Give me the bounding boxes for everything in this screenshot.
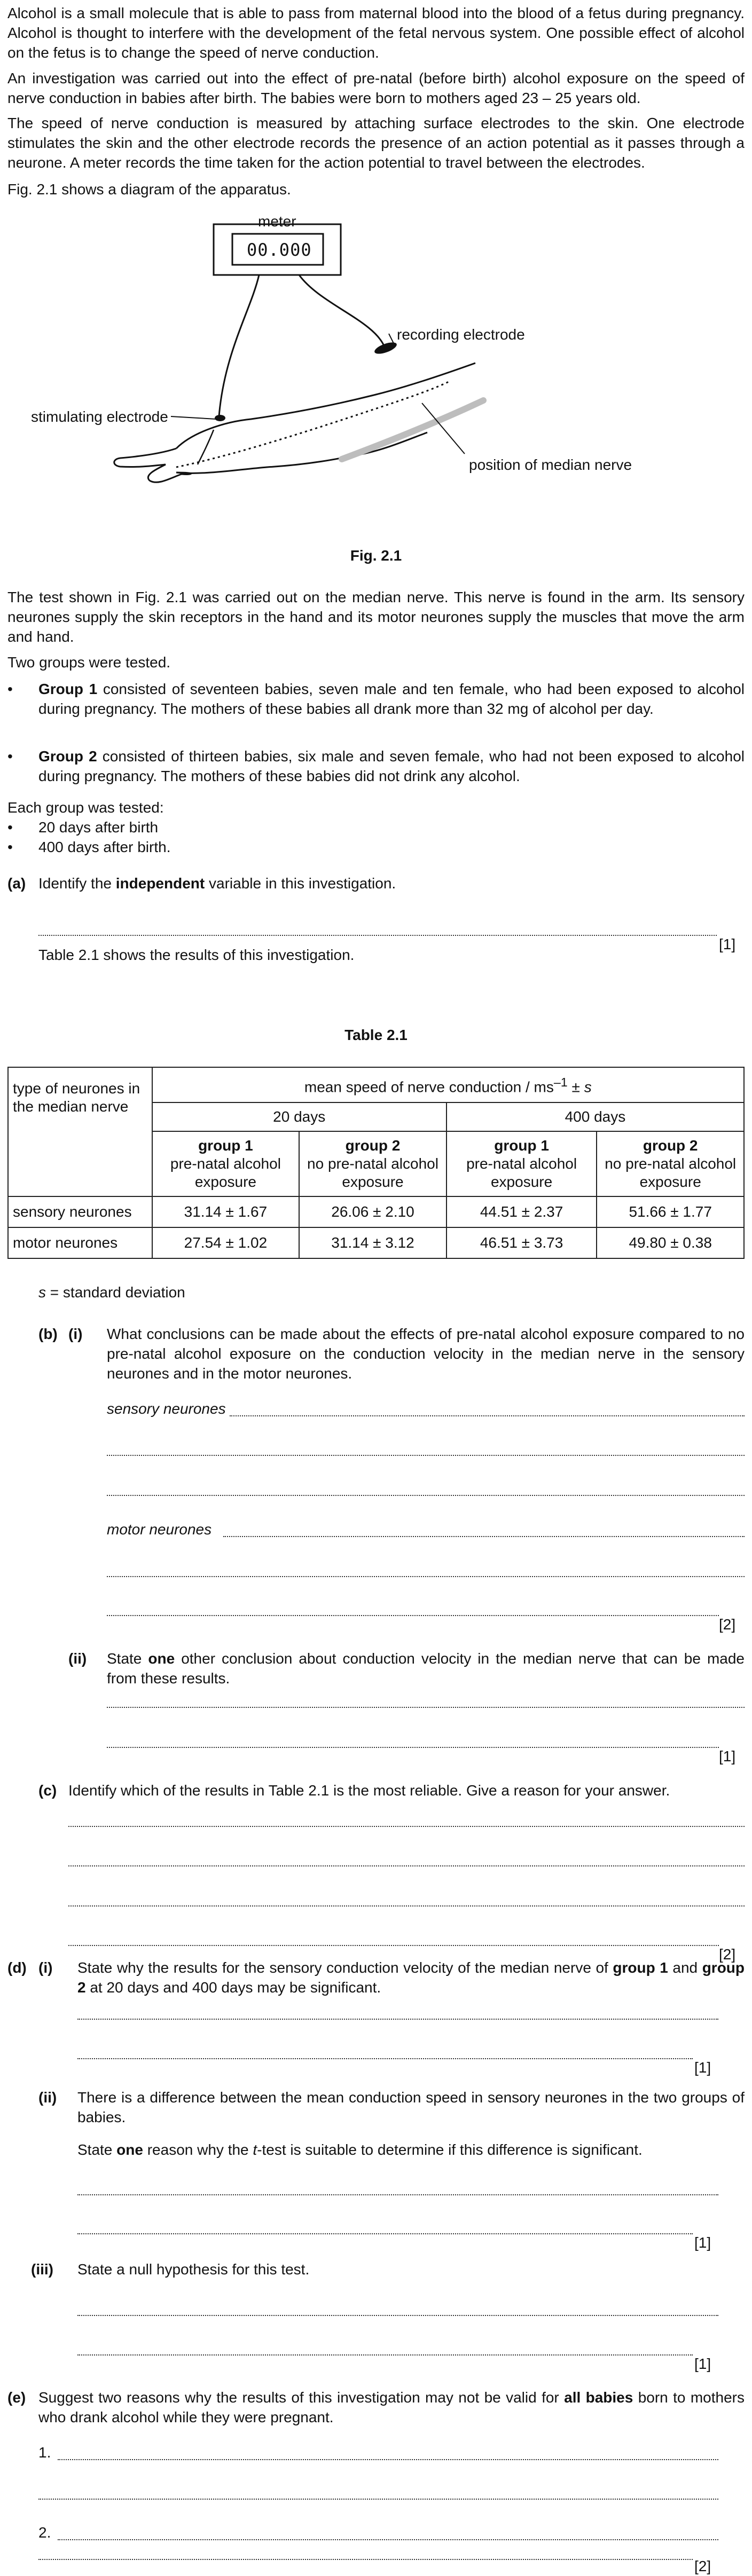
mark-c: [2] xyxy=(719,1946,736,1963)
table-cell: 46.51 ± 3.73 xyxy=(446,1227,597,1258)
table-cell: 49.80 ± 0.38 xyxy=(597,1227,744,1258)
mark-b-ii: [1] xyxy=(719,1748,736,1764)
bullet: • xyxy=(7,681,13,697)
tested-400-days: 400 days after birth. xyxy=(38,839,171,855)
answer-line-b-i[interactable] xyxy=(223,1536,745,1537)
intro-paragraph-3: The speed of nerve conduction is measured by attaching surface electrodes to the skin. One electrode stimulates the skin and the other electrode records the presence of an action potential as it passes through a neurone. A meter records the time taken for the action potential to travel between the electrodes. xyxy=(7,115,745,171)
question-d-iii-label: (iii) xyxy=(31,2261,53,2278)
results-table xyxy=(7,1067,745,1259)
table-row-header: type of neurones in the median nerve xyxy=(8,1067,152,1196)
table-row xyxy=(8,1196,744,1227)
table-header-group-1: group 1 pre-natal alcohol exposure xyxy=(152,1131,300,1196)
group-1-description: Group 1 consisted of seventeen babies, seven male and ten female, who had been exposed to alcohol during pregnancy. The mothers of these babies all drank more than 32 mg of alcohol per day. xyxy=(38,681,745,717)
recording-electrode xyxy=(373,340,398,356)
intro-paragraph-1: Alcohol is a small molecule that is able to pass from maternal blood into the blood of a fetus during pregnancy. Alcohol is thought to interfere with the development of the fetal nervous system. One possible effect of alcohol on the fetus is to change the speed of nerve conduction. xyxy=(7,5,745,61)
intro-paragraph-2: An investigation was carried out into the effect of pre-natal (before birth) alcohol exposure on the speed of nerve conduction in babies after birth. The babies were born to mothers aged 23 – 25 years old. xyxy=(7,70,745,106)
bullet: • xyxy=(7,819,13,836)
answer-line-d-iii[interactable] xyxy=(77,2354,693,2356)
question-e-text: Suggest two reasons why the results of this investigation may not be valid for all babies born to mothers who drank alcohol while they were pregnant. xyxy=(38,2389,745,2425)
answer-line-e[interactable] xyxy=(38,2559,693,2560)
answer-line-c[interactable] xyxy=(68,1905,745,1907)
answer-line-d-ii[interactable] xyxy=(77,2233,693,2234)
answer-line-d-i[interactable] xyxy=(77,2058,693,2059)
table-row xyxy=(8,1227,744,1258)
stimulating-leader xyxy=(171,416,216,419)
table-cell: 31.14 ± 3.12 xyxy=(299,1227,446,1258)
meter-reading: 00.000 xyxy=(247,240,312,260)
answer-number-1: 1. xyxy=(38,2444,51,2461)
figure-apparatus xyxy=(0,203,752,566)
question-d-i-text: State why the results for the sensory conduction velocity of the median nerve of group 1 and group 2 at 20 days and 400 days may be significant. xyxy=(77,1959,745,1996)
median-nerve-dotted xyxy=(176,382,449,467)
table-header-20-days: 20 days xyxy=(152,1102,446,1131)
tested-20-days: 20 days after birth xyxy=(38,819,159,836)
question-c-text: Identify which of the results in Table 2.1 is the most reliable. Give a reason for your answer. xyxy=(68,1782,670,1799)
question-c-label: (c) xyxy=(38,1782,57,1799)
recording-wire xyxy=(299,275,385,347)
row-label: motor neurones xyxy=(8,1227,152,1258)
label-recording-electrode: recording electrode xyxy=(397,326,525,343)
standard-deviation-note: s = standard deviation xyxy=(38,1284,185,1301)
arm-upper-outline xyxy=(176,363,475,448)
table-cell: 31.14 ± 1.67 xyxy=(152,1196,300,1227)
tested-intro: Each group was tested: xyxy=(7,799,164,816)
figure-caption: Fig. 2.1 xyxy=(350,547,402,564)
answer-line-c[interactable] xyxy=(68,1826,745,1827)
answer-line-d-ii[interactable] xyxy=(77,2194,718,2195)
question-b-ii-text: State one other conclusion about conduction velocity in the median nerve that can be made from these results. xyxy=(107,1650,745,1687)
answer-line-d-i[interactable] xyxy=(77,2019,718,2020)
answer-line-b-ii[interactable] xyxy=(107,1747,719,1748)
table-header-400-days: 400 days xyxy=(446,1102,744,1131)
label-median-nerve: position of median nerve xyxy=(469,456,632,473)
mark-e: [2] xyxy=(694,2558,711,2574)
table-header-group-2: group 2 no pre-natal alcohol exposure xyxy=(597,1131,744,1196)
median-nerve-paragraph: The test shown in Fig. 2.1 was carried out on the median nerve. This nerve is found in the arm. Its sensory neurones supply the skin receptors in the hand and its motor neurones supply the muscles that move the arm and hand. xyxy=(7,589,745,645)
question-d-ii-text: State one reason why the t-test is suitable to determine if this difference is significant. xyxy=(77,2141,643,2158)
sensory-neurones-label: sensory neurones xyxy=(107,1400,226,1417)
stimulating-electrode xyxy=(215,415,225,421)
mark-a: [1] xyxy=(719,936,736,952)
table-cell: 44.51 ± 2.37 xyxy=(446,1196,597,1227)
table-title: Table 2.1 xyxy=(344,1027,408,1043)
mark-b-i: [2] xyxy=(719,1616,736,1633)
two-groups-text: Two groups were tested. xyxy=(7,654,171,671)
hand-outline xyxy=(114,448,191,482)
question-b-i-text: What conclusions can be made about the effects of pre-natal alcohol exposure compared to no pre-natal alcohol exposure on the conduction velocity in the median nerve in the sensory neurones and in the motor neurones. xyxy=(107,1326,745,1382)
label-stimulating-electrode: stimulating electrode xyxy=(31,408,168,425)
answer-line-b-ii[interactable] xyxy=(107,1707,745,1708)
question-b-ii-label: (ii) xyxy=(68,1650,87,1667)
question-d-ii-label: (ii) xyxy=(38,2089,57,2106)
bullet: • xyxy=(7,839,13,855)
question-a-label: (a) xyxy=(7,875,26,892)
question-d-i-label: (i) xyxy=(38,1959,53,1976)
mark-d-iii: [1] xyxy=(694,2356,711,2372)
motor-neurones-label: motor neurones xyxy=(107,1521,212,1538)
label-meter: meter xyxy=(258,213,296,230)
stimulating-wire xyxy=(219,275,259,416)
answer-line-e[interactable] xyxy=(58,2539,718,2540)
answer-number-2: 2. xyxy=(38,2524,51,2541)
question-d-iii-text: State a null hypothesis for this test. xyxy=(77,2261,310,2278)
answer-line-e[interactable] xyxy=(38,2499,718,2500)
answer-line-b-i[interactable] xyxy=(230,1415,745,1416)
table-cell: 51.66 ± 1.77 xyxy=(597,1196,744,1227)
answer-line-b-i[interactable] xyxy=(107,1576,745,1577)
answer-line-a[interactable] xyxy=(38,935,717,936)
group-2-description: Group 2 consisted of thirteen babies, six male and seven female, who had not been exposed to alcohol during pregnancy. The mothers of these babies did not drink any alcohol. xyxy=(38,748,745,784)
bullet: • xyxy=(7,748,13,765)
row-label: sensory neurones xyxy=(8,1196,152,1227)
answer-line-d-iii[interactable] xyxy=(77,2315,718,2316)
figure-intro: Fig. 2.1 shows a diagram of the apparatus. xyxy=(7,181,291,198)
answer-line-c[interactable] xyxy=(68,1945,719,1946)
question-d-label: (d) xyxy=(7,1959,27,1976)
table-intro: Table 2.1 shows the results of this investigation. xyxy=(38,947,355,963)
question-b-i-label: (i) xyxy=(68,1326,83,1342)
table-header-group-1: group 1 pre-natal alcohol exposure xyxy=(446,1131,597,1196)
question-d-ii-context: There is a difference between the mean conduction speed in sensory neurones in the two groups of babies. xyxy=(77,2089,745,2125)
answer-line-b-i[interactable] xyxy=(107,1455,745,1456)
mark-d-i: [1] xyxy=(694,2059,711,2076)
answer-line-b-i[interactable] xyxy=(107,1495,745,1496)
question-b-label: (b) xyxy=(38,1326,58,1342)
mark-d-ii: [1] xyxy=(694,2234,711,2251)
table-cell: 27.54 ± 1.02 xyxy=(152,1227,300,1258)
answer-line-e[interactable] xyxy=(58,2459,718,2460)
question-a-text: Identify the independent variable in this investigation. xyxy=(38,875,396,892)
answer-line-c[interactable] xyxy=(68,1865,745,1866)
table-main-header: mean speed of nerve conduction / $ms^{-1} \pm s$ xyxy=(152,1067,744,1102)
table-header-group-2: group 2 no pre-natal alcohol exposure xyxy=(299,1131,446,1196)
answer-line-b-i[interactable] xyxy=(107,1615,719,1616)
table-cell: 26.06 ± 2.10 xyxy=(299,1196,446,1227)
question-e-label: (e) xyxy=(7,2389,26,2406)
